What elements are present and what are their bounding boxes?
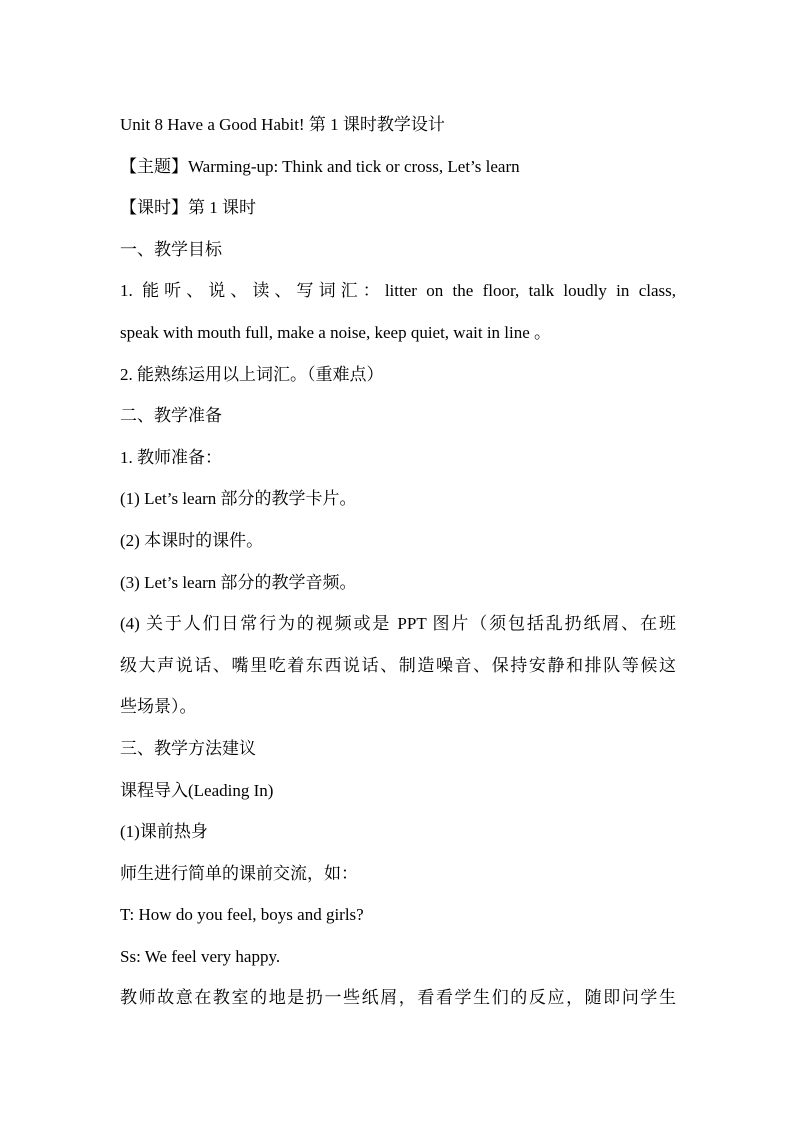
- preparation-item-2: (2) 本课时的课件。: [120, 530, 264, 550]
- section-heading-preparation: 二、教学准备: [120, 406, 222, 426]
- document-body: [120, 104, 676, 1019]
- warm-up-heading: (1)课前热身: [120, 822, 208, 842]
- objective-2: 2. 能熟练运用以上词汇。（重难点）: [120, 364, 384, 384]
- document-title: Unit 8 Have a Good Habit! 第 1 课时教学设计: [120, 115, 445, 134]
- exchange-intro: 师生进行简单的课前交流，如：: [120, 863, 358, 883]
- dialogue-teacher: T: How do you feel, boys and girls?: [120, 905, 364, 925]
- preparation-item-1: (1) Let’s learn 部分的教学卡片。: [120, 489, 357, 509]
- preparation-item-3: (3) Let’s learn 部分的教学音频。: [120, 572, 357, 592]
- preparation-item-4-line-1: (4) 关于人们日常行为的视频或是 PPT 图片（须包括乱扔纸屑、在班: [120, 614, 676, 634]
- preparation-item-4-line-2: 级大声说话、嘴里吃着东西说话、制造噪音、保持安静和排队等候这: [120, 655, 676, 675]
- section-heading-methods: 三、教学方法建议: [120, 738, 256, 758]
- objective-1-line-1: 1. 能听、说、读、写词汇：litter on the floor, talk loudly in class,: [120, 281, 676, 301]
- teacher-preparation: 1. 教师准备：: [120, 447, 222, 467]
- activity-description: 教师故意在教室的地是扔一些纸屑，看看学生们的反应，随即问学生: [120, 988, 676, 1008]
- dialogue-students: Ss: We feel very happy.: [120, 946, 281, 966]
- preparation-item-4-line-3: 些场景）。: [120, 697, 197, 717]
- leading-in-heading: 课程导入(Leading In): [120, 780, 274, 800]
- topic-line: 【主题】Warming-up: Think and tick or cross, Let’s learn: [120, 156, 520, 176]
- section-heading-objectives: 一、教学目标: [120, 239, 222, 259]
- lesson-period-line: 【课时】第 1 课时: [120, 198, 256, 218]
- objective-1-line-2: speak with mouth full, make a noise, keep quiet, wait in line 。: [120, 322, 552, 342]
